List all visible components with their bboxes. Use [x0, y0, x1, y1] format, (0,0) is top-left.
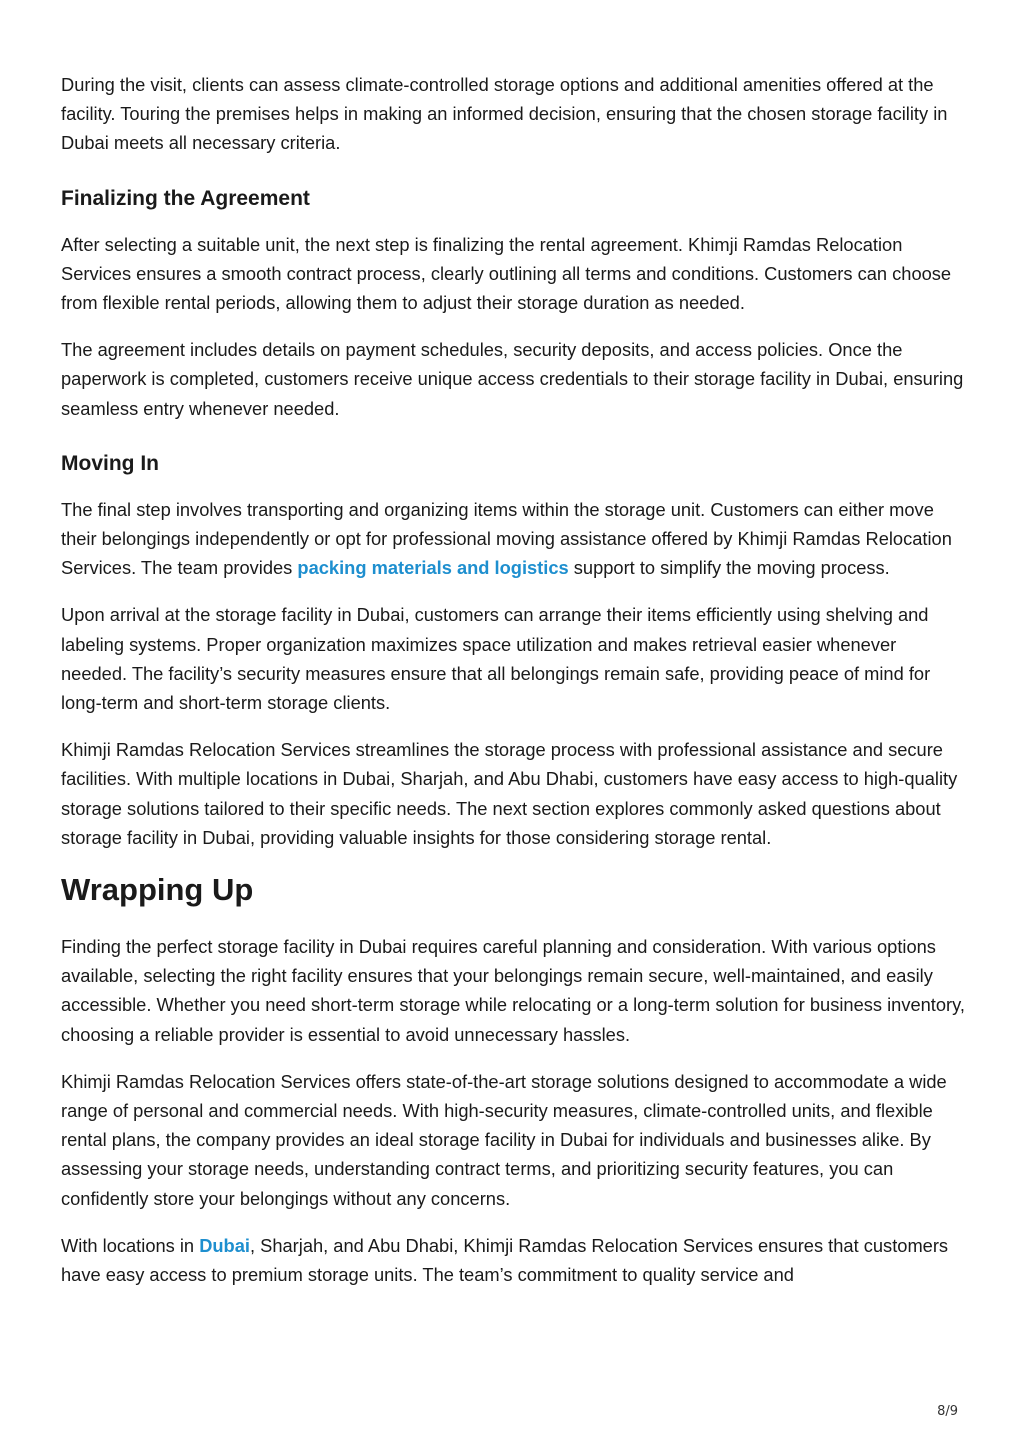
page-number: 8/9: [937, 1404, 958, 1419]
paragraph-state-of-the-art: Khimji Ramdas Relocation Services offers state-of-the-art storage solutions designed to accommodate a wide range of personal and commercial needs. With high-security measures, climate-controlled units, and flexible rental plans, the company provides an ideal storage facility in Dubai for individuals and businesses alike. By assessing your storage needs, understanding contract terms, and prioritizing security features, you can confidently store your belongings without any concerns.: [61, 1070, 947, 1209]
heading-moving-in: Moving In: [61, 451, 159, 475]
paragraph-final-step-text-1: The final step involves transporting and organizing items within the storage unit. Customers can either move their belongings independently or opt for professional moving assistance offered by Khimji Ramdas Relocation Services. The team provides: [61, 498, 952, 579]
paragraph-final-step: [61, 495, 966, 583]
paragraph-locations-text-2: , Sharjah, and Abu Dhabi, Khimji Ramdas Relocation Services ensures that customers have easy access to premium storage units. The team’s commitment to quality service and: [61, 1234, 949, 1286]
document-body: [61, 70, 966, 1307]
paragraph-finding-storage: Finding the perfect storage facility in Dubai requires careful planning and consideration. With various options available, selecting the right facility ensures that your belongings remain secure, well-maintained, and easily accessible. Whether you need short-term storage while relocating or a long-term solution for business inventory, choosing a reliable provider is essential to avoid unnecessary hassles.: [61, 936, 966, 1045]
paragraph-rental-agreement: After selecting a suitable unit, the next step is finalizing the rental agreement. Khimji Ramdas Relocation Services ensures a smooth contract process, clearly outlining all terms and conditions. Customers can choose from flexible rental periods, allowing them to adjust their storage duration as needed.: [61, 233, 952, 314]
heading-finalizing-agreement: Finalizing the Agreement: [61, 186, 310, 210]
packing-materials-link[interactable]: packing materials and logistics: [297, 557, 569, 579]
paragraph-locations: [61, 1231, 966, 1289]
dubai-link[interactable]: Dubai: [199, 1234, 250, 1256]
paragraph-streamlines: Khimji Ramdas Relocation Services streamlines the storage process with professional assistance and secure facilities. With multiple locations in Dubai, Sharjah, and Abu Dhabi, customers have easy access to high-quality storage solutions tailored to their specific needs. The next section explores commonly asked questions about storage facility in Dubai, providing valuable insights for those considering storage rental.: [61, 739, 958, 848]
paragraph-agreement-details: The agreement includes details on payment schedules, security deposits, and access policies. Once the paperwork is completed, customers receive unique access credentials to their storage facility in Dubai, ensuring seamless entry whenever needed.: [61, 339, 964, 419]
heading-wrapping-up: Wrapping Up: [61, 872, 254, 908]
paragraph-locations-text-1: With locations in: [61, 1234, 200, 1256]
paragraph-visit: During the visit, clients can assess climate-controlled storage options and additional amenities offered at the facility. Touring the premises helps in making an informed decision, ensuring that the chosen storage facility in Dubai meets all necessary criteria.: [61, 74, 948, 154]
paragraph-upon-arrival: Upon arrival at the storage facility in Dubai, customers can arrange their items efficiently using shelving and labeling systems. Proper organization maximizes space utilization and makes retrieval easier whenever needed. The facility’s security measures ensure that all belongings remain safe, providing peace of mind for long-term and short-term storage clients.: [61, 604, 931, 714]
paragraph-final-step-text-2: support to simplify the moving process.: [568, 557, 890, 579]
